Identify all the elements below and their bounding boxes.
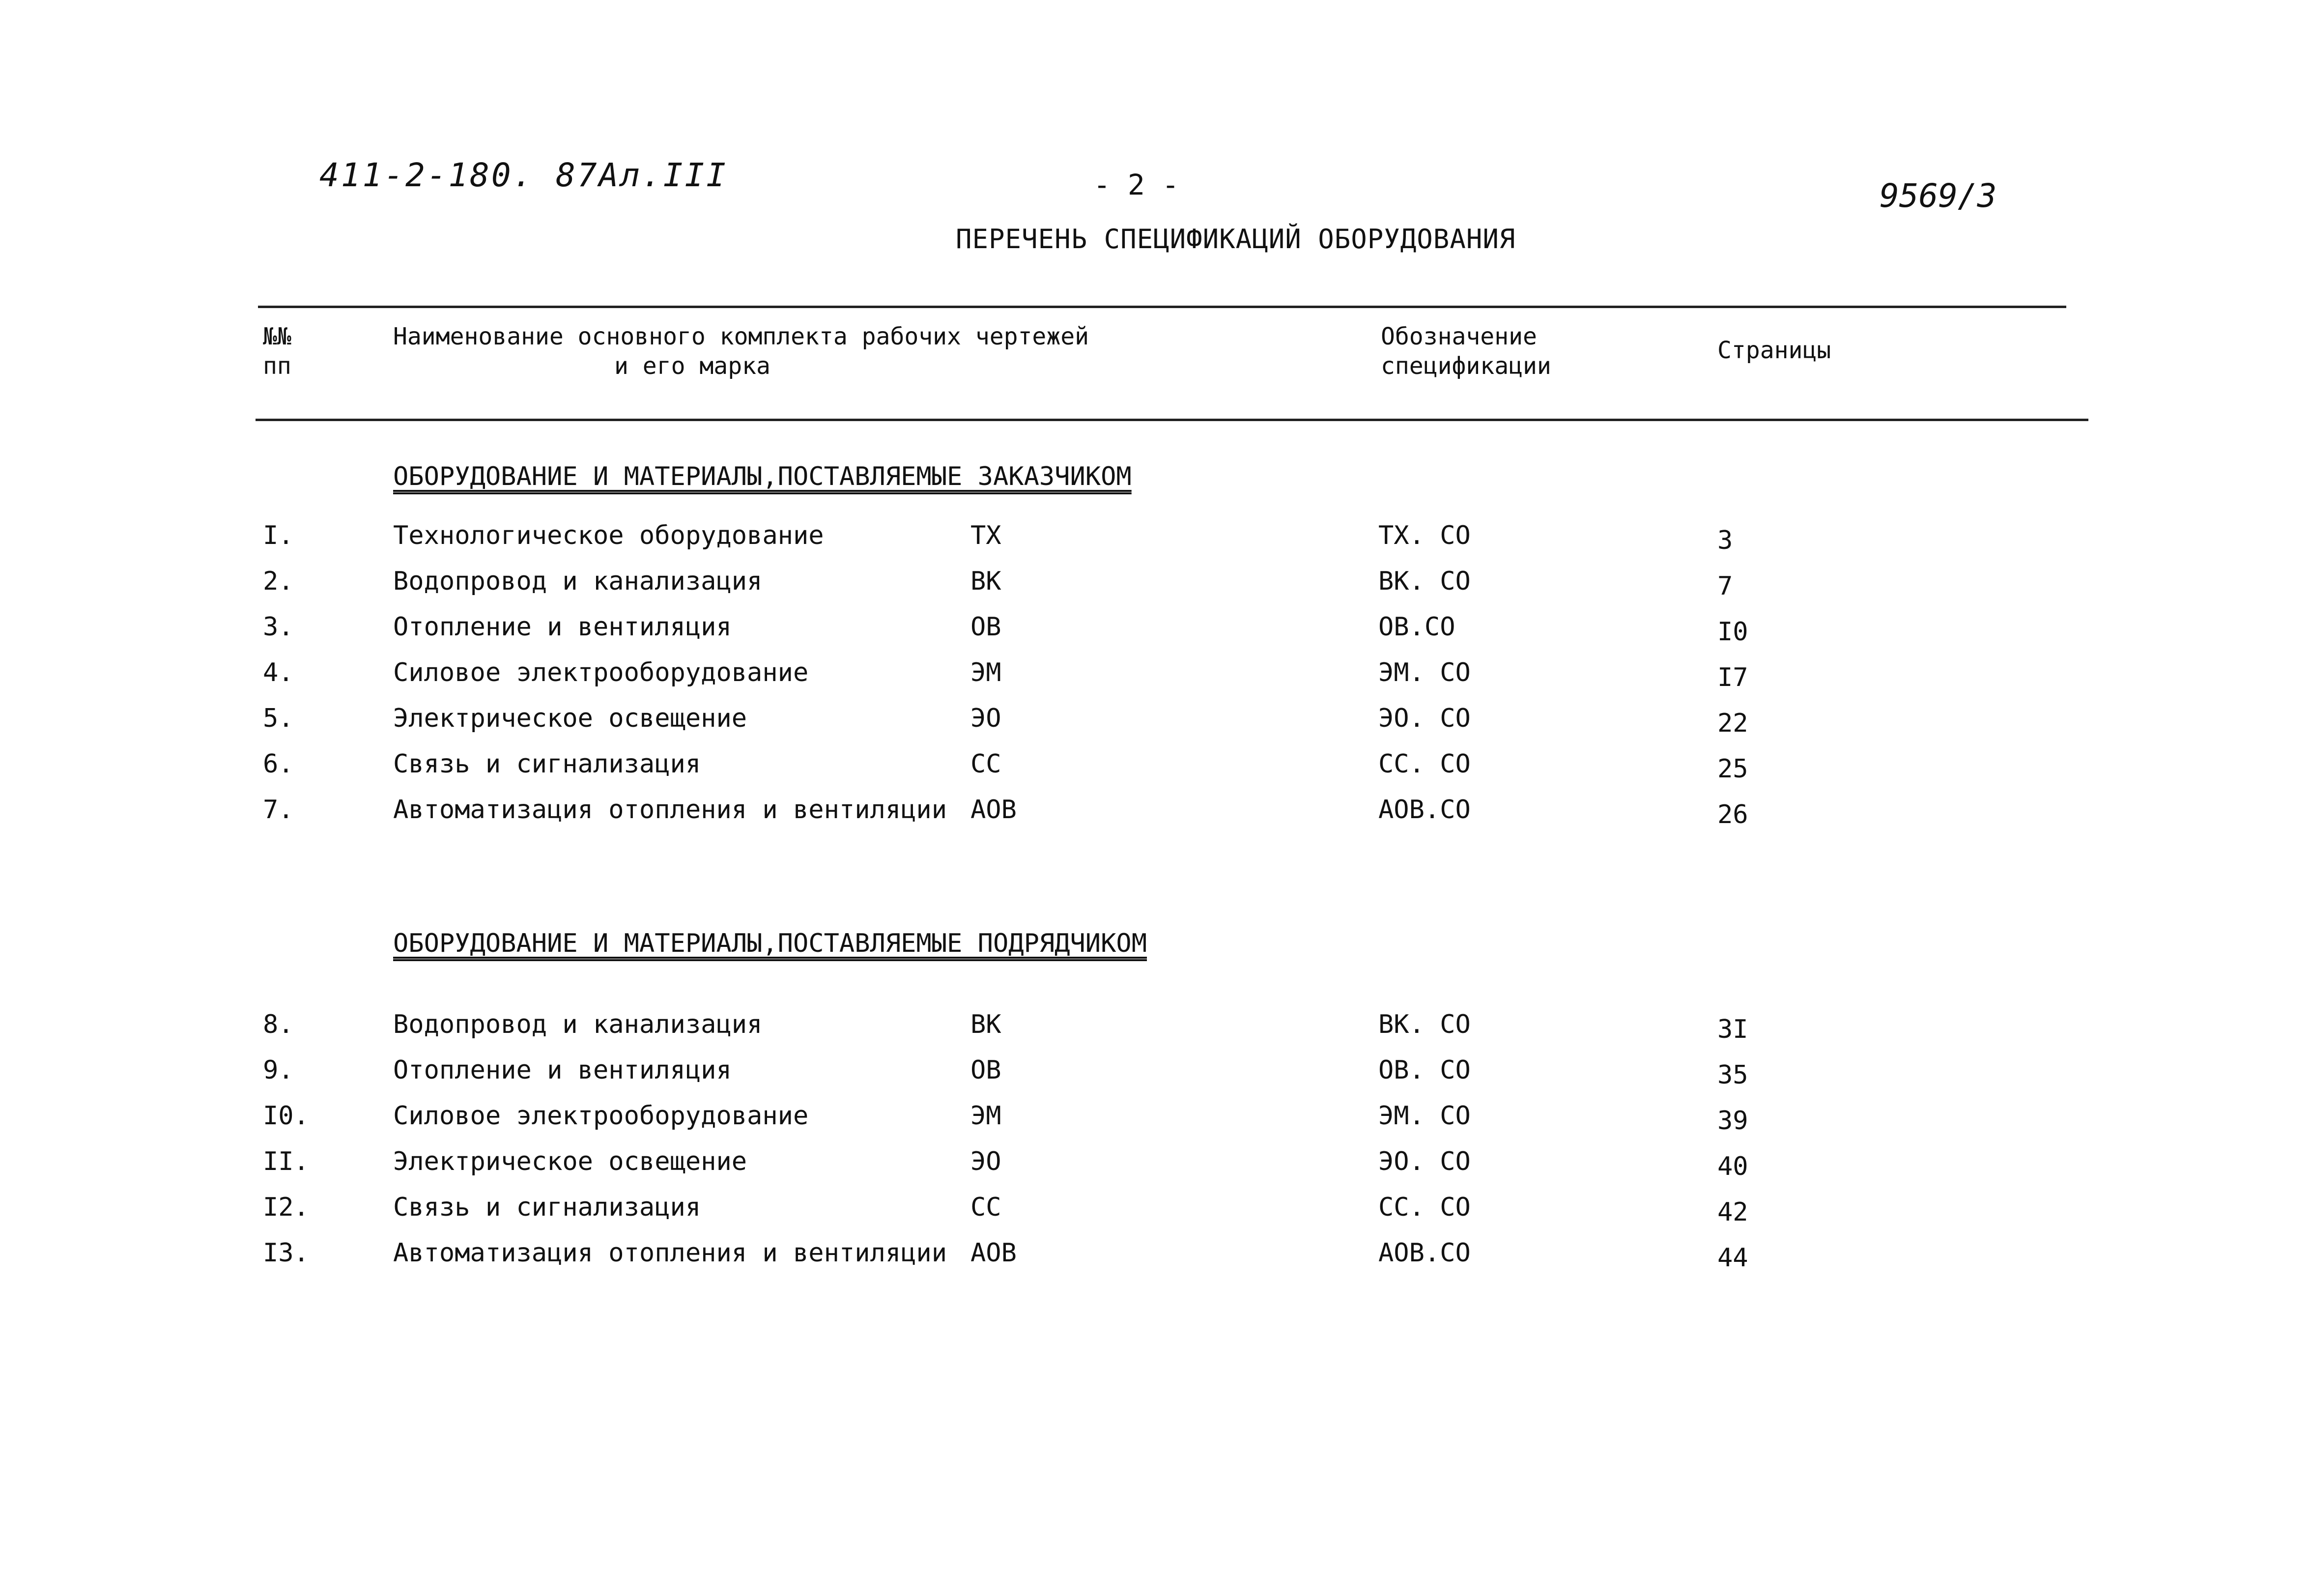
section-title-customer: ОБОРУДОВАНИЕ И МАТЕРИАЛЫ,ПОСТАВЛЯЕМЫЕ ЗАКАЗЧИКОМ [393,462,1132,491]
row-mark: ВК [970,567,1001,596]
row-name: Автоматизация отопления и вентиляции [393,795,947,825]
row-mark: ЭМ [970,1101,1001,1131]
row-spec: ОВ. СО [1378,1055,1471,1085]
row-number: 3. [263,612,294,642]
row-name: Автоматизация отопления и вентиляции [393,1238,947,1268]
row-page: 3I [1717,1015,1748,1044]
row-spec: СС. СО [1378,749,1471,779]
column-header-pages: Страницы [1717,337,1831,364]
row-number: I3. [263,1238,309,1268]
row-name: Силовое электрооборудование [393,1101,809,1131]
row-name: Технологическое оборудование [393,521,824,550]
row-mark: ОВ [970,612,1001,642]
column-header-name-line1: Наименование основного комплекта рабочих чертежей [393,323,1089,350]
row-number: 9. [263,1055,294,1085]
row-mark: ЭМ [970,658,1001,687]
row-mark: ТХ [970,521,1001,550]
archive-number: 9569/3 [1880,177,1997,215]
row-number: 6. [263,749,294,779]
row-number: 4. [263,658,294,687]
row-spec: ВК. СО [1378,567,1471,596]
column-header-spec-line1: Обозначение [1381,323,1537,350]
row-page: 3 [1717,526,1733,555]
row-page: 44 [1717,1243,1748,1273]
row-number: I. [263,521,294,550]
row-spec: ОВ.СО [1378,612,1455,642]
column-header-name [393,322,1089,381]
row-mark: АОВ [970,795,1017,825]
row-spec: ТХ. СО [1378,521,1471,550]
column-header-number-line2: пп [263,352,291,380]
table-row [0,612,2310,656]
table-row [0,1193,2310,1237]
table-row [0,1101,2310,1145]
row-page: 39 [1717,1106,1748,1136]
row-spec: СС. СО [1378,1193,1471,1222]
table-row [0,749,2310,794]
table-row [0,1010,2310,1054]
row-spec: ВК. СО [1378,1010,1471,1039]
page-number: - 2 - [1093,168,1179,201]
document-code: 411-2-180. 87Ал.III [319,156,728,194]
row-name: Отопление и вентиляция [393,1055,732,1085]
row-page: 25 [1717,754,1748,784]
row-page: 7 [1717,571,1733,601]
row-mark: ЭО [970,704,1001,733]
row-name: Связь и сигнализация [393,749,701,779]
table-row [0,567,2310,611]
row-name: Водопровод и канализация [393,1010,763,1039]
table-row [0,521,2310,565]
table-row [0,704,2310,748]
row-mark: АОВ [970,1238,1017,1268]
row-number: II. [263,1147,309,1176]
column-header-name-line2: и его марка [614,352,770,380]
table-row [0,1055,2310,1100]
row-number: 5. [263,704,294,733]
row-page: I0 [1717,617,1748,647]
page-title: ПЕРЕЧЕНЬ СПЕЦИФИКАЦИЙ ОБОРУДОВАНИЯ [956,224,1516,255]
row-name: Электрическое освещение [393,704,747,733]
row-name: Водопровод и канализация [393,567,763,596]
row-mark: СС [970,749,1001,779]
row-number: 8. [263,1010,294,1039]
row-spec: ЭО. СО [1378,1147,1471,1176]
row-mark: ОВ [970,1055,1001,1085]
table-row [0,658,2310,702]
section-title-contractor: ОБОРУДОВАНИЕ И МАТЕРИАЛЫ,ПОСТАВЛЯЕМЫЕ ПОДРЯДЧИКОМ [393,929,1147,958]
row-page: 40 [1717,1152,1748,1181]
table-row [0,1238,2310,1282]
row-name: Электрическое освещение [393,1147,747,1176]
row-name: Отопление и вентиляция [393,612,732,642]
row-number: I0. [263,1101,309,1131]
table-top-rule [258,306,2066,308]
row-page: I7 [1717,663,1748,692]
row-spec: АОВ.СО [1378,795,1471,825]
table-row [0,795,2310,839]
row-mark: ЭО [970,1147,1001,1176]
row-number: 2. [263,567,294,596]
row-page: 26 [1717,800,1748,829]
row-number: I2. [263,1193,309,1222]
row-spec: ЭМ. СО [1378,1101,1471,1131]
column-header-number [263,322,291,381]
row-spec: АОВ.СО [1378,1238,1471,1268]
row-name: Силовое электрооборудование [393,658,809,687]
row-name: Связь и сигнализация [393,1193,701,1222]
row-mark: СС [970,1193,1001,1222]
row-page: 42 [1717,1197,1748,1227]
column-header-number-line1: №№ [263,323,291,350]
table-header-bottom-rule [256,419,2088,421]
row-page: 22 [1717,709,1748,738]
column-header-spec-line2: спецификации [1381,352,1551,380]
row-mark: ВК [970,1010,1001,1039]
row-spec: ЭМ. СО [1378,658,1471,687]
row-number: 7. [263,795,294,825]
row-spec: ЭО. СО [1378,704,1471,733]
column-header-spec [1381,322,1551,381]
row-page: 35 [1717,1060,1748,1090]
table-row [0,1147,2310,1191]
